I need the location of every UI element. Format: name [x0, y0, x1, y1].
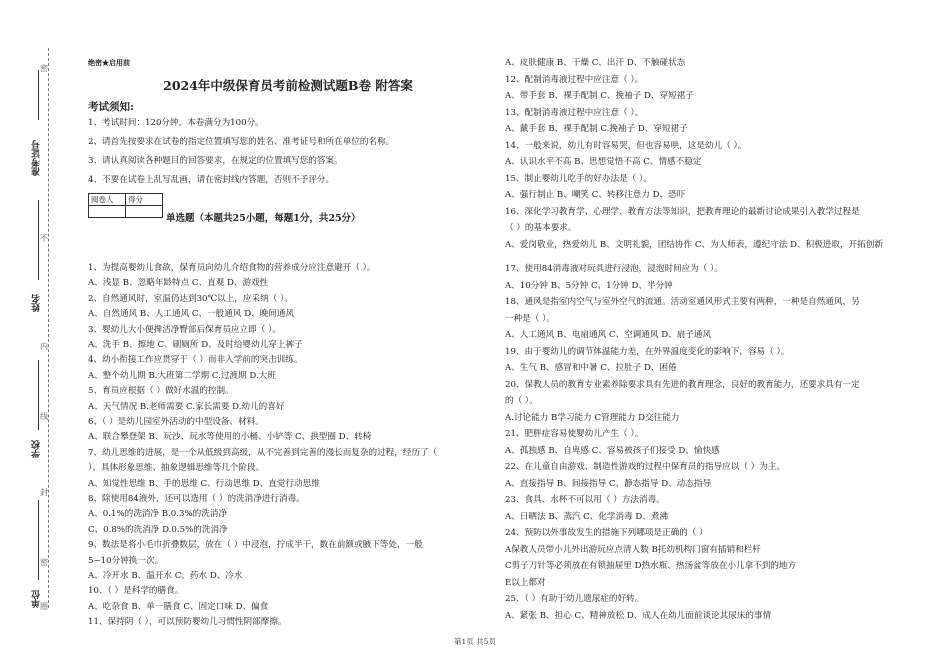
label-school: 学校	[32, 440, 42, 458]
question-line: 9、数法是将小毛巾折叠数层，放在（ ）中浸泡，拧成半干，数在前额或腋下等处，一般	[88, 540, 423, 551]
question-line: A、冷开水 B、温开水 C、药水 D、冷水	[88, 571, 243, 581]
question-line: 14、一般来说，幼儿有时容易哭，但也容易哄，这是幼儿（ ）。	[505, 140, 747, 151]
question-line: A、自然通风 B、人工通风 C、一般通风 D、晚间通风	[88, 309, 295, 320]
question-line: 8、除使用84液外，还可以选用（ ）的洗消净进行消毒。	[88, 494, 305, 504]
question-line: A、紧张 B、担心 C、精神放松 D、成人在幼儿面前谈论其尿床的事情	[505, 610, 772, 621]
question-line: 24、预防以外事故发生的措施下列哪项是正确的（ ）	[505, 528, 708, 538]
notice-heading: 考试须知:	[88, 101, 134, 113]
question-line: A、皮肤健康 B、干燥 C、出汗 D、不触碰状态	[505, 58, 686, 68]
question-line: 25、（ ）有助于幼儿遗尿症的好转。	[505, 594, 644, 604]
question-line: A、洗手 B、擦地 C、刷厕所 D、及时给婴幼儿穿上裤子	[88, 340, 303, 350]
question-line: 16、深化学习教育学、心理学、教育方法等知识，把教育理论的最新讨论成果引入教学过程是	[505, 206, 860, 217]
question-line: 7、幼儿思维的进展，是一个从低级到高级，从不完善到完善的漫长而复杂的过程，经历了（	[88, 447, 438, 458]
question-line: 1、为提高婴幼儿食欲，保育员向幼儿介绍食物的营养成分应注意避开（ ）。	[88, 263, 376, 273]
question-line: A、吃杂食 B、单一膳食 C、固定口味 D、偏食	[88, 601, 269, 612]
question-line: 15、制止婴幼儿吃手的好办法是（ ）。	[505, 173, 652, 184]
school-blank[interactable]	[38, 360, 39, 430]
question-line: A、戴手套 B、裸手配制 C.挽袖子 D、穿短裙子	[505, 124, 688, 134]
question-line: 5、育员应根据（ ）做好水温的控制。	[88, 386, 234, 397]
question-line: 13、配制消毒液过程中应注意（ ）。	[505, 107, 644, 118]
question-line: 一种是（ ）。	[505, 313, 555, 324]
page-footer: 第1页 共5页	[454, 637, 496, 646]
section-heading: 单选题（本题共25小题，每题1分，共25分）	[166, 213, 361, 224]
question-line: A、认识水平不高 B、思想觉悟不高 C、情感不稳定	[505, 157, 702, 167]
notice-item: 2、请首先按要求在试卷的指定位置填写您的姓名、准考证号和所在单位的名称。	[88, 137, 395, 147]
seal-line	[48, 48, 49, 608]
seal-char: 线	[40, 412, 48, 421]
seal-char: 内	[40, 342, 48, 351]
question-line: A、知觉性思维 B、手的思维 C、行动思维 D、直觉行动思维	[88, 478, 320, 489]
question-line: A.讨论能力 B学习能力 C管理能力 D交往能力	[505, 412, 680, 423]
question-line: 22、在儿童自由游戏、制造性游戏的过程中保育员的指导应以（ ）为主。	[505, 462, 786, 472]
question-line: A、孤独感 B、自卑感 C、容易被孩子们接受 D、愉快感	[505, 445, 720, 456]
reviewer-cell: 阅卷人	[89, 194, 126, 206]
question-line: 2、自然通风时，室温仍达到30℃以上，应采纳（ ）。	[88, 293, 293, 304]
seal-char: 不	[40, 234, 48, 243]
question-line: A、生气 B、感冒和中暑 C、拉肚子 D、困倦	[505, 363, 677, 373]
secret-mark: 绝密★启用前	[88, 58, 130, 67]
question-line: A、10分钟 B、5分钟 C、1分钟 D、半分钟	[505, 280, 673, 291]
question-line: A、浅显 B、忽略年龄特点 C、直观 D、游戏性	[88, 278, 269, 289]
seal-char: 密	[40, 64, 48, 73]
question-line: 20、保教人员的教育专业素养除要求具有先进的教育理念，良好的教育能力，还要求具有一定	[505, 379, 860, 390]
seal-char: 密	[40, 558, 48, 567]
question-line: A、天气情况 B.老师需要 C.家长需要 D.幼儿的喜好	[88, 401, 285, 412]
seal-char: 圈	[40, 602, 48, 611]
question-line: 5~10分钟换一次。	[88, 555, 164, 566]
question-line: 19、由于婴幼儿的调节体温能力差，在外界温度变化的影响下，容易（ ）。	[505, 346, 790, 357]
exam-number-blank[interactable]	[38, 70, 39, 120]
question-line: A、联合攀登架 B、玩沙、玩水等使用的小桶、小铲等 C、拱型圈 D、转椅	[88, 432, 372, 443]
question-line: A、强行制止 B、嘲笑 C、转移注意力 D、恐吓	[505, 190, 686, 200]
unit-blank[interactable]	[38, 500, 39, 580]
question-line: 21、肥胖症容易使婴幼儿产生（ ）。	[505, 429, 644, 439]
question-line: A、直接指导 B、间接指导 C、静态指导 D、动态指导	[505, 478, 712, 489]
question-line: 18、通风是指室内空气与室外空气的流通。活动室通风形式主要有两种，一种是自然通风，另	[505, 297, 860, 307]
score-input[interactable]	[126, 206, 163, 218]
question-line: A保教人员带小儿外出游玩应点清人数 B托幼机构门窗有插销和栏杆	[505, 544, 761, 555]
question-line: A、日晒法 B、蒸汽 C、化学消毒 D、煮沸	[505, 511, 669, 522]
label-unit: 单位	[32, 590, 42, 608]
question-line: E以上都对	[505, 577, 546, 588]
question-line: 10、（ ）是科学的膳食。	[88, 586, 184, 597]
seal-char: 封	[40, 488, 48, 497]
question-line: A、人工通风 B、电扇通风 C、空调通风 D、扇子通风	[505, 330, 712, 340]
question-line: 的（ ）。	[505, 396, 538, 406]
reviewer-input[interactable]	[89, 206, 126, 218]
question-line: A、带手套 B、裸手配制 C、挽袖子 D、穿短裙子	[505, 91, 694, 101]
question-line: A、整个幼儿期 B.大班第二学期 C.过渡期 D.大班	[88, 370, 276, 381]
name-blank[interactable]	[38, 200, 39, 280]
question-line: C、0.8%的洗消净 D.0.5%的洗消净	[88, 524, 228, 535]
question-line: 3、婴幼儿大小便搀洁净臀部后保育员应立即（ ）。	[88, 324, 281, 335]
notice-item: 4、不要在试卷上乱写乱画，请在密封线内答题，否则不予评分。	[88, 175, 335, 185]
question-line: A、0.1%的洗消净 B.0.3%的洗消净	[88, 509, 227, 520]
question-line: ）、具体形象思维、抽象逻辑思维等几个阶段。	[88, 463, 265, 474]
question-line: 23、食具、水杯不可以用（ ）方法消毒。	[505, 495, 665, 505]
question-line: 12、配制消毒液过程中应注意（ ）。	[505, 74, 644, 85]
page-title: 2024年中级保育员考前检测试题B卷 附答案	[163, 78, 413, 93]
question-line: C剪子刀针等必须放在有锁抽屉里 D热水瓶、热汤盆等放在小儿拿不到的地方	[505, 561, 797, 571]
label-name: 姓名	[32, 294, 42, 312]
notice-item: 3、请认真阅读各种题目的回答要求，在规定的位置填写您的答案。	[88, 156, 343, 166]
question-line: 6、（ ）是幼儿园室外活动的中型设备、材料。	[88, 417, 264, 427]
question-line: （ ）的基本要求。	[505, 223, 577, 233]
score-table	[88, 193, 163, 218]
question-line: 4、幼小衔接工作应贯穿于（ ）而非入学前的突击训练。	[88, 355, 303, 366]
label-exam-number: 准考证号	[32, 140, 42, 176]
notice-item: 1、考试时间：120分钟，本卷满分为100分。	[88, 118, 264, 128]
question-line: 17、使用84消毒液对玩具进行浸泡，浸泡时间应为（ ）。	[505, 264, 723, 274]
question-line: 11、保持阴（ ），可以预防婴幼儿习惯性阴部摩擦。	[88, 617, 287, 628]
score-cell: 得分	[126, 194, 163, 206]
binding-margin	[0, 0, 58, 671]
question-line: A、爱岗敬业，热爱幼儿 B、文明礼貌，团结协作 C、为人师表，遵纪守法 D、积极进取，开拓创新	[505, 239, 883, 250]
